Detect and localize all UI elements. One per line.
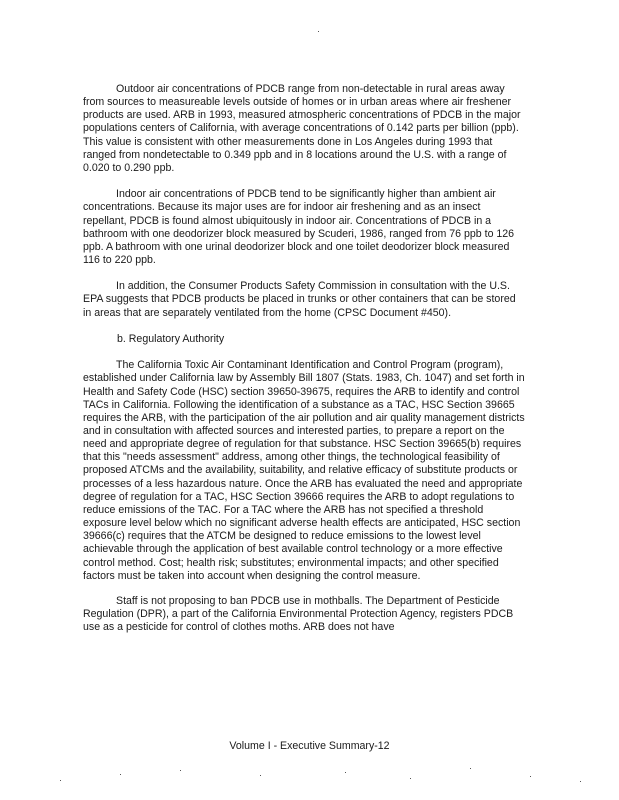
scan-speck <box>470 768 471 769</box>
scan-speck <box>530 776 531 777</box>
scan-speck <box>580 781 581 782</box>
scan-speck <box>410 778 411 779</box>
scan-speck <box>180 770 181 771</box>
scan-speck <box>260 775 261 776</box>
scan-speck <box>345 772 346 773</box>
paragraph-staff-proposal: Staff is not proposing to ban PDCB use in mothballs. The Department of Pesticide Regulation (DPR), a part of the California Environmental Protection Agency, registers PDCB use as a pesticide for control of clothes moths. ARB does not have <box>83 594 514 634</box>
paragraph-regulatory-program: The California Toxic Air Contaminant Identification and Control Program (program), established under California law by Assembly Bill 1807 (Stats. 1983, Ch. 1047) and set forth in Health and Safety Code (HSC) section 39650-39675, requires the ARB to identify and control TACs in California. Following the identification of a substance as a TAC, HSC Section 39665 requires the ARB, with the participation of the air pollution and air quality management districts and in consultation with affected sources and interested parties, to prepare a report on the need and appropriate degree of regulation for that substance. HSC Section 39665(b) requires that this "needs assessment" address, among other things, the technological feasibility of proposed ATCMs and the availability, suitability, and relative efficacy of substitute products or processes of a less hazardous nature. Once the ARB has evaluated the need and appropriate degree of regulation for a TAC, HSC Section 39666 requires the ARB to adopt regulations to reduce emissions of the TAC. For a TAC where the ARB has not specified a threshold exposure level below which no significant adverse health effects are anticipated, HSC section 39666(c) requires that the ATCM be designed to reduce emissions to the lowest level achievable through the application of best available control technology or a more effective control method. Cost; health risk; substitutes; environmental impacts; and other specified factors must be taken into account when designing the control measure. <box>83 359 525 582</box>
scan-speck <box>120 774 121 775</box>
paragraph-cpsc-suggestion: In addition, the Consumer Products Safety Commission in consultation with the U.S. EPA suggests that PDCB products be placed in trunks or other containers that can be stored in areas that are separately ventilated from the home (CPSC Document #450). <box>83 280 516 319</box>
body-text <box>83 83 525 647</box>
scan-speck <box>60 780 61 781</box>
page-footer: Volume I - Executive Summary-12 <box>229 740 390 752</box>
section-heading-regulatory-authority: b. Regulatory Authority <box>117 332 225 345</box>
paragraph-indoor-concentrations: Indoor air concentrations of PDCB tend to be significantly higher than ambient air concentrations. Because its major uses are for indoor air freshening and as an insect repellant, PDCB is found almost ubiquitously in indoor air. Concentrations of PDCB in a bathroom with one deodorizer block measured by Scuderi, 1986, ranged from 76 ppb to 126 ppb. A bathroom with one urinal deodorizer block and one toilet deodorizer block measured 116 to 220 ppb. <box>83 188 515 267</box>
paragraph-outdoor-concentrations: Outdoor air concentrations of PDCB range from non-detectable in rural areas away from sources to measureable levels outside of homes or in urban areas where air freshener products are used. ARB in 1993, measured atmospheric concentrations of PDCB in the major populations centers of California, with average concentrations of 0.142 parts per billion (ppb). This value is consistent with other measurements done in Los Angeles during 1993 that ranged from nondetectable to 0.349 ppb and in 8 locations around the U.S. with a range of 0.020 to 0.290 ppb. <box>83 83 521 174</box>
scan-speck <box>318 31 319 32</box>
